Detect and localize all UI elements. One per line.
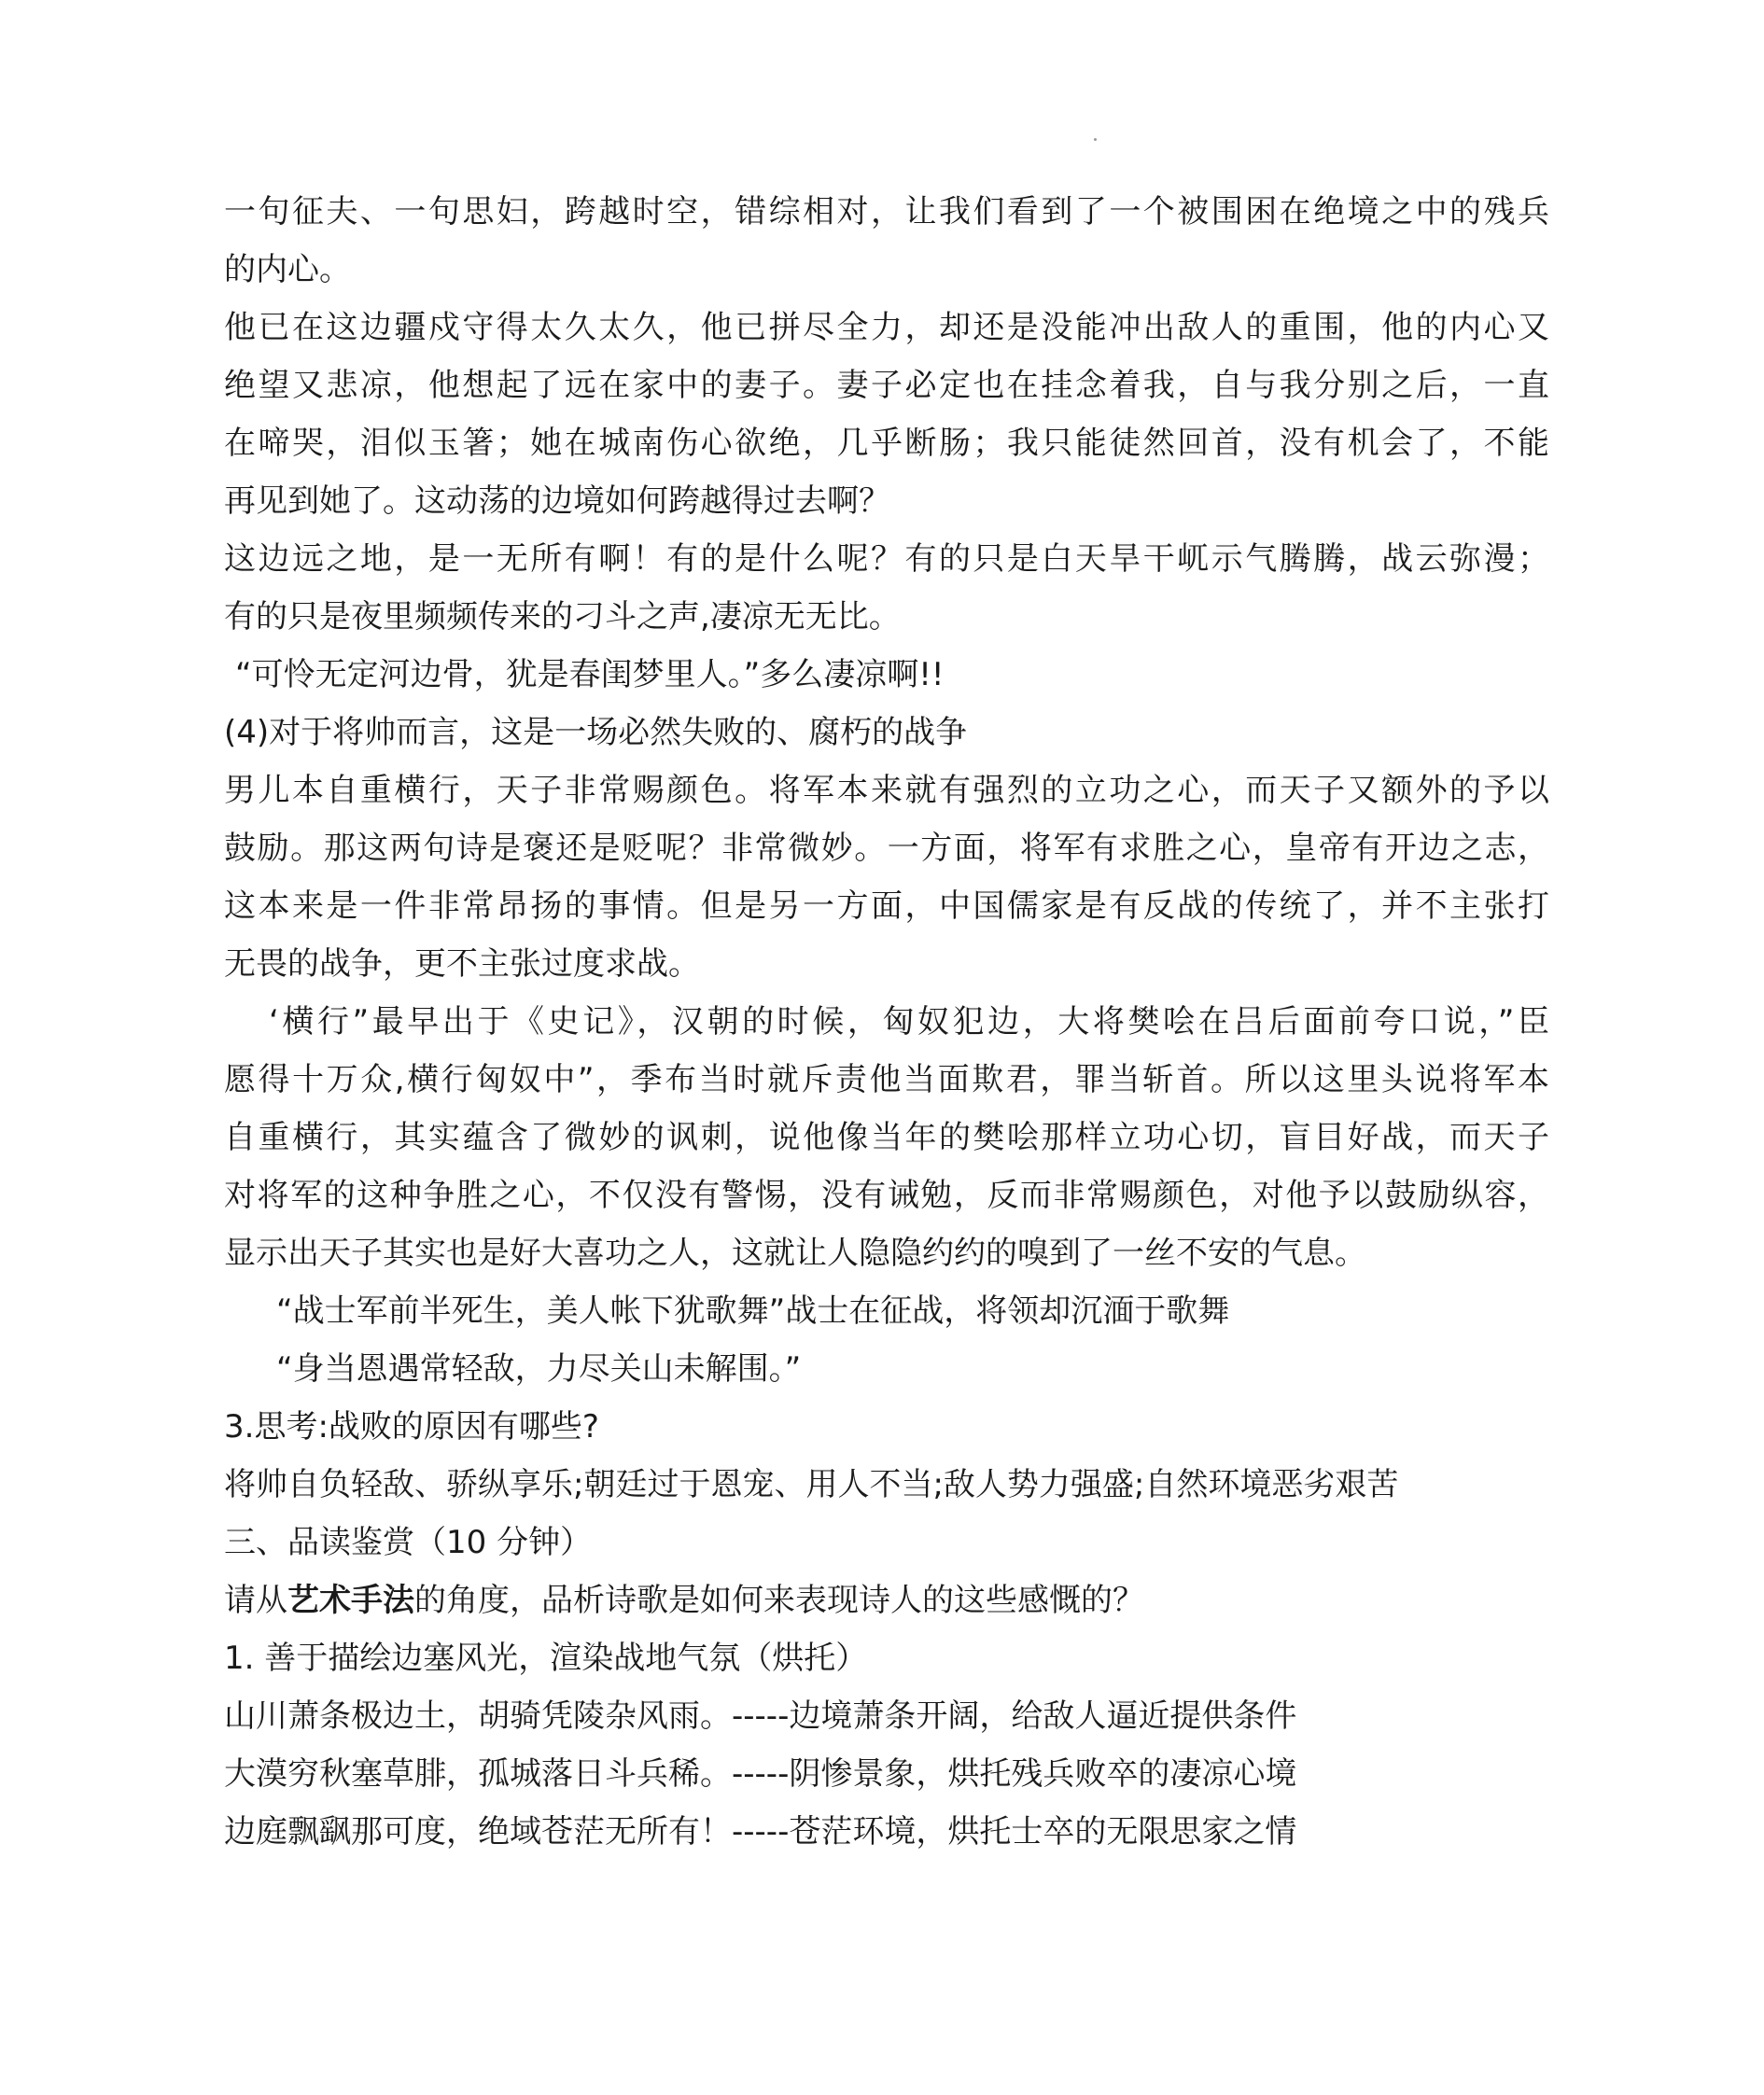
question-line (224, 1571, 1549, 1629)
section1-item: 大漠穷秋塞草腓，孤城落日斗兵稀。-----阴惨景象，烘托残兵败卒的凄凉心境 (224, 1755, 1297, 1793)
subheading: (4)对于将帅而言，这是一场必然失败的、腐朽的战争 (224, 714, 968, 751)
paragraph-line: 自重横行，其实蕴含了微妙的讽刺，说他像当年的樊哙那样立功心切，盲目好战，而天子 (224, 1119, 1549, 1156)
document-body (224, 183, 1549, 1861)
paragraph-line: 一句征夫、一句思妇，跨越时空，错综相对，让我们看到了一个被围困在绝境之中的残兵 (224, 193, 1549, 230)
scan-speck (1094, 138, 1097, 141)
paragraph-line: 这本来是一件非常昂扬的事情。但是另一方面，中国儒家是有反战的传统了，并不主张打 (224, 887, 1549, 925)
section1-item: 山川萧条极边土，胡骑凭陵杂风雨。-----边境萧条开阔，给敌人逼近提供条件 (224, 1697, 1297, 1735)
paragraph-line: 愿得十万众,横行匈奴中”，季布当时就斥责他当面欺君，罪当斩首。所以这里头说将军本 (224, 1061, 1549, 1098)
question-after: 的角度，品析诗歌是如何来表现诗人的这些感慨的？ (414, 1582, 1144, 1619)
paragraph-line: ‘横行”最早出于《史记》，汉朝的时候，匈奴犯边，大将樊哙在吕后面前夸口说，”臣 (269, 1003, 1549, 1041)
section1-heading: 1. 善于描绘边塞风光，渲染战地气氛（烘托） (224, 1640, 868, 1677)
paragraph-line: 他已在这边疆戍守得太久太久，他已拼尽全力，却还是没能冲出敌人的重围，他的内心又 (224, 309, 1549, 346)
quote-line: “战士军前半死生，美人帐下犹歌舞”战士在征战，将领却沉湎于歌舞 (276, 1292, 1230, 1330)
paragraph-line: 显示出天子其实也是好大喜功之人，这就让人隐隐约约的嗅到了一丝不安的气息。 (224, 1235, 1366, 1272)
paragraph-line: 对将军的这种争胜之心，不仅没有警惕，没有诫勉，反而非常赐颜色，对他予以鼓励纵容， (224, 1177, 1549, 1214)
answer-line: 将帅自负轻敌、骄纵享乐;朝廷过于恩宠、用人不当;敌人势力强盛;自然环境恶劣艰苦 (224, 1466, 1399, 1503)
quote-line: “可怜无定河边骨，犹是春闺梦里人。”多么凄凉啊!! (235, 656, 945, 693)
paragraph-line: 有的只是夜里频频传来的刁斗之声,凄凉无无比。 (224, 598, 901, 635)
paragraph-line: 鼓励。那这两句诗是褒还是贬呢？非常微妙。一方面，将军有求胜之心，皇帝有开边之志， (224, 830, 1549, 867)
paragraph-line: 无畏的战争，更不主张过度求战。 (224, 945, 700, 983)
question-heading: 3.思考:战败的原因有哪些? (224, 1408, 599, 1446)
paragraph-line: 的内心。 (224, 251, 351, 288)
quote-line: “身当恩遇常轻敌，力尽关山未解围。” (276, 1350, 802, 1388)
question-emphasis: 艺术手法 (287, 1582, 414, 1619)
paragraph-line: 在啼哭，泪似玉箸；她在城南伤心欲绝，几乎断肠；我只能徒然回首，没有机会了，不能 (224, 425, 1549, 462)
paragraph-line: 男儿本自重横行，天子非常赐颜色。将军本来就有强烈的立功之心，而天子又额外的予以 (224, 772, 1549, 809)
paragraph-line: 这边远之地，是一无所有啊！有的是什么呢？有的只是白天旱干屼示气腾腾，战云弥漫； (224, 540, 1549, 578)
section1-item: 边庭飘飖那可度，绝域苍茫无所有！-----苍茫环境，烘托士卒的无限思家之情 (224, 1813, 1297, 1851)
question-before: 请从 (224, 1582, 287, 1619)
paragraph-line: 绝望又悲凉，他想起了远在家中的妻子。妻子必定也在挂念着我，自与我分别之后，一直 (224, 367, 1549, 404)
section-heading: 三、品读鉴赏（10 分钟） (224, 1524, 593, 1561)
paragraph-line: 再见到她了。这动荡的边境如何跨越得过去啊？ (224, 482, 890, 520)
